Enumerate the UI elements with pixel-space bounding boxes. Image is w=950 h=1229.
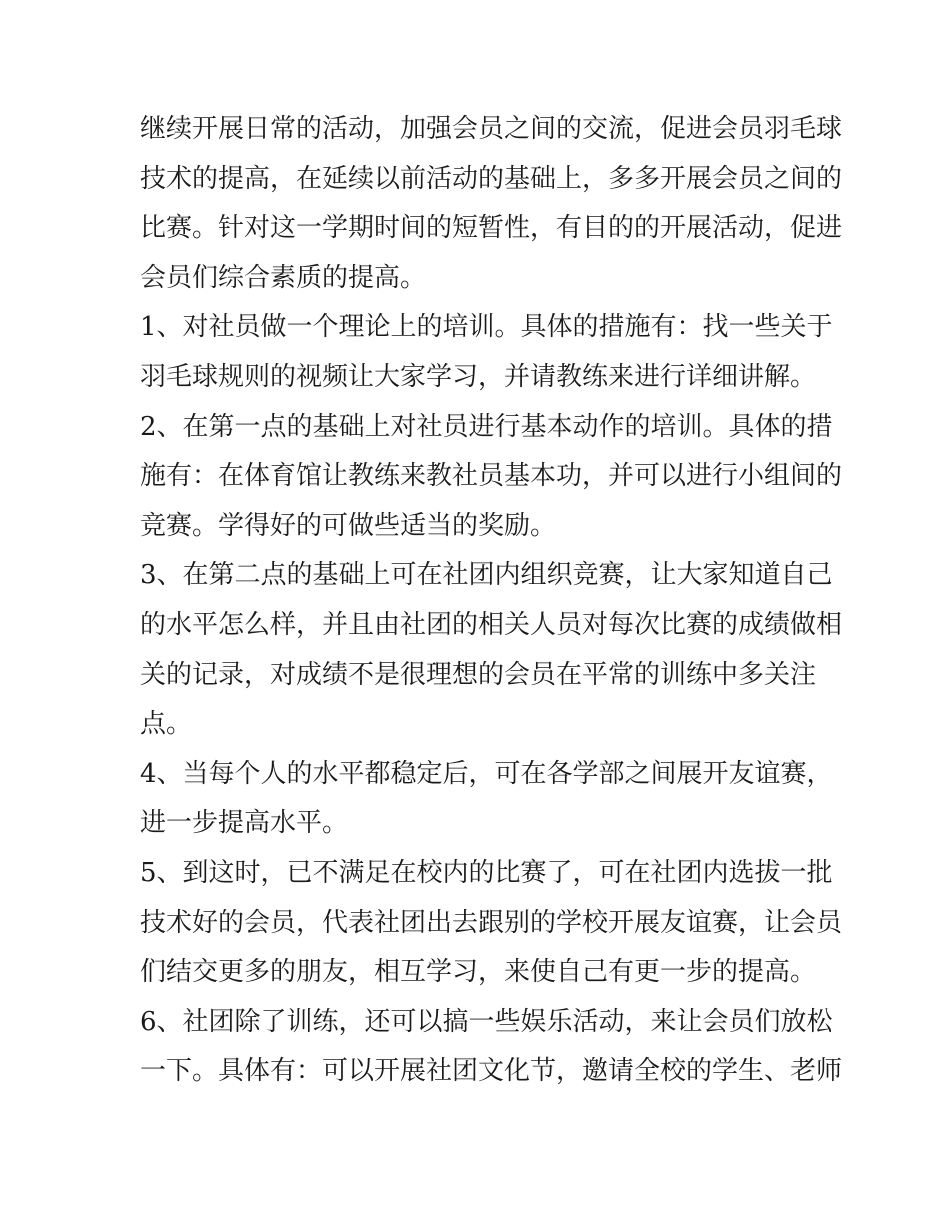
text-line: 一下。具体有：可以开展社团文化节，邀请全校的学生、老师 (140, 1056, 843, 1087)
text-line: 1、对社员做一个理论上的培训。具体的措施有：找一些关于 (140, 312, 833, 343)
text-line: 比赛。针对这一学期时间的短暂性，有目的的开展活动，促进 (140, 213, 843, 244)
text-line: 会员们综合素质的提高。 (140, 262, 427, 293)
text-line: 施有：在体育馆让教练来教社员基本功，并可以进行小组间的 (140, 461, 843, 492)
text-line: 技术的提高，在延续以前活动的基础上，多多开展会员之间的 (140, 163, 843, 194)
text-line: 点。 (140, 709, 193, 740)
text-line: 竞赛。学得好的可做些适当的奖励。 (140, 510, 557, 541)
text-line: 进一步提高水平。 (140, 808, 349, 839)
text-line: 技术好的会员，代表社团出去跟别的学校开展友谊赛，让会员 (140, 907, 843, 938)
text-line: 4、当每个人的水平都稳定后，可在各学部之间展开友谊赛， (140, 758, 833, 789)
text-line: 关的记录，对成绩不是很理想的会员在平常的训练中多关注 (140, 659, 817, 690)
text-line: 的水平怎么样，并且由社团的相关人员对每次比赛的成绩做相 (140, 609, 843, 640)
text-line: 5、到这时，已不满足在校内的比赛了，可在社团内选拔一批 (140, 857, 833, 888)
body-text (140, 105, 843, 1097)
text-line: 6、社团除了训练，还可以搞一些娱乐活动，来让会员们放松 (140, 1006, 833, 1037)
text-line: 继续开展日常的活动，加强会员之间的交流，促进会员羽毛球 (140, 114, 843, 144)
text-line: 2、在第一点的基础上对社员进行基本动作的培训。具体的措 (140, 411, 833, 442)
text-line: 3、在第二点的基础上可在社团内组织竞赛，让大家知道自己 (140, 560, 833, 591)
text-line: 羽毛球规则的视频让大家学习，并请教练来进行详细讲解。 (140, 361, 817, 392)
text-line: 们结交更多的朋友，相互学习，来使自己有更一步的提高。 (140, 957, 817, 988)
